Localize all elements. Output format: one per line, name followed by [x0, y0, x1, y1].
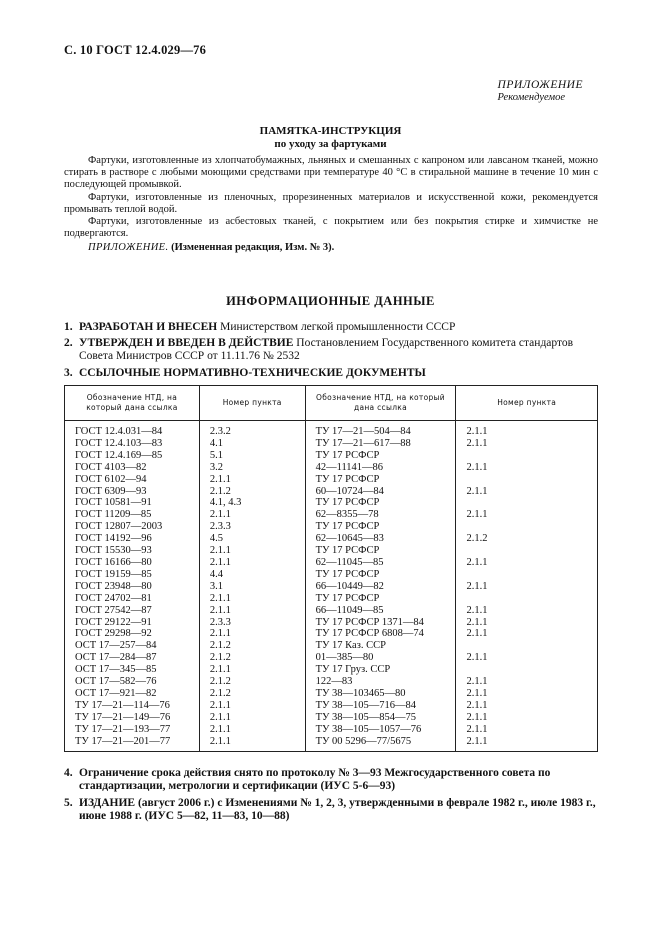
table-cell: 2.1.1 [456, 605, 598, 617]
table-cell: 2.1.1 [456, 509, 598, 521]
section-text: Постановлением Государственного комитета стандартов Совета Министров СССР от 11.11.76 № 2532 [79, 337, 574, 362]
table-cell: ТУ 17 Груз. ССР [305, 664, 456, 676]
table-cell: 2.1.2 [199, 688, 305, 700]
table-cell: ТУ 38—105—854—75 [305, 712, 456, 724]
section-heading: ИЗДАНИЕ (август 2006 г.) с Изменениями № 1, 2, 3, утвержденными в феврале 1982 г., июле 1983 г., июне 1988 г. (ИУС 5—82, 11—83, 10—88) [79, 797, 596, 822]
table-cell: 2.3.2 [199, 421, 305, 438]
table-cell: ТУ 17 РСФСР [305, 450, 456, 462]
table-row [65, 593, 598, 605]
table-cell: 2.1.1 [456, 462, 598, 474]
table-cell: ТУ 17 Каз. ССР [305, 640, 456, 652]
memo-paragraph: Фартуки, изготовленные из пленочных, прорезиненных материалов и искусственной кожи, рекомендуется промывать теплой водой. [64, 191, 598, 215]
table-row [65, 509, 598, 521]
table-row [65, 497, 598, 509]
table-cell: ОСТ 17—582—76 [65, 676, 200, 688]
table-cell: 2.1.1 [199, 605, 305, 617]
table-cell: ТУ 17—21—617—88 [305, 438, 456, 450]
section-heading: Ограничение срока действия снято по протоколу № 3—93 Межгосударственного совета по стандартизации, метрологии и сертификации (ИУС 5-6—93) [79, 767, 551, 792]
table-cell: 2.1.1 [199, 712, 305, 724]
table-cell: 2.1.1 [456, 486, 598, 498]
table-body [65, 421, 598, 752]
section-heading: ССЫЛОЧНЫЕ НОРМАТИВНО-ТЕХНИЧЕСКИЕ ДОКУМЕНТЫ [79, 367, 426, 379]
table-cell: 2.3.3 [199, 617, 305, 629]
table-cell [456, 664, 598, 676]
table-cell: 2.3.3 [199, 521, 305, 533]
table-cell: 5.1 [199, 450, 305, 462]
table-cell: ГОСТ 6102—94 [65, 474, 200, 486]
table-cell: 122—83 [305, 676, 456, 688]
table-cell: 2.1.2 [199, 676, 305, 688]
table-cell: 62—10645—83 [305, 533, 456, 545]
table-cell: ТУ 17 РСФСР 1371—84 [305, 617, 456, 629]
table-row [65, 569, 598, 581]
table-header-row [65, 386, 598, 421]
table-row [65, 605, 598, 617]
table-cell: 4.1 [199, 438, 305, 450]
table-cell: 2.1.2 [199, 640, 305, 652]
table-cell: ТУ 17—21—193—77 [65, 724, 200, 736]
table-row [65, 557, 598, 569]
table-cell [456, 640, 598, 652]
section-number: 1. [64, 321, 73, 333]
table-cell: ТУ 17 РСФСР [305, 569, 456, 581]
table-cell: 2.1.1 [456, 676, 598, 688]
table-row [65, 736, 598, 752]
info-section-1 [64, 321, 600, 334]
table-cell: ГОСТ 12.4.103—83 [65, 438, 200, 450]
table-row [65, 438, 598, 450]
note-text: (Измененная редакция, Изм. № 3). [168, 242, 335, 254]
table-cell: 62—11045—85 [305, 557, 456, 569]
table-cell: ТУ 00 5296—77/5675 [305, 736, 456, 752]
table-cell: ГОСТ 23948—80 [65, 581, 200, 593]
info-title: ИНФОРМАЦИОННЫЕ ДАННЫЕ [226, 294, 435, 308]
table-cell: ГОСТ 10581—91 [65, 497, 200, 509]
table-row [65, 724, 598, 736]
table-cell: 2.1.1 [456, 688, 598, 700]
table-cell [456, 497, 598, 509]
table-row [65, 581, 598, 593]
memo-change-note [64, 242, 598, 254]
table-cell: 2.1.1 [456, 421, 598, 438]
table-cell: ГОСТ 12807—2003 [65, 521, 200, 533]
table-cell: ГОСТ 4103—82 [65, 462, 200, 474]
table-cell [456, 450, 598, 462]
info-section-4 [64, 767, 600, 793]
memo-subtitle: по уходу за фартуками [274, 138, 387, 150]
table-row [65, 652, 598, 664]
table-cell: ТУ 17 РСФСР [305, 521, 456, 533]
table-cell: ГОСТ 11209—85 [65, 509, 200, 521]
table-cell: 2.1.1 [456, 724, 598, 736]
table-cell: 3.2 [199, 462, 305, 474]
table-cell: 42—11141—86 [305, 462, 456, 474]
table-cell: ТУ 17 РСФСР [305, 545, 456, 557]
table-cell: 2.1.1 [456, 617, 598, 629]
table-row [65, 700, 598, 712]
table-cell: 4.4 [199, 569, 305, 581]
appendix-title: ПРИЛОЖЕНИЕ [497, 79, 583, 91]
table-cell: 2.1.1 [199, 628, 305, 640]
column-header: Номер пункта [456, 386, 598, 421]
table-cell [456, 474, 598, 486]
table-cell: ОСТ 17—257—84 [65, 640, 200, 652]
table-cell: 4.1, 4.3 [199, 497, 305, 509]
table-cell: 66—11049—85 [305, 605, 456, 617]
table-cell [456, 545, 598, 557]
table-cell: 2.1.1 [456, 581, 598, 593]
table-cell: ГОСТ 24702—81 [65, 593, 200, 605]
table-cell: 2.1.1 [199, 724, 305, 736]
table-cell: 2.1.1 [456, 438, 598, 450]
table-cell: ГОСТ 12.4.031—84 [65, 421, 200, 438]
table-cell: 2.1.2 [199, 486, 305, 498]
table-cell: ГОСТ 16166—80 [65, 557, 200, 569]
table-cell: ТУ 17 РСФСР [305, 593, 456, 605]
table-cell: 2.1.1 [199, 593, 305, 605]
table-cell: 66—10449—82 [305, 581, 456, 593]
table-cell: 01—385—80 [305, 652, 456, 664]
appendix-status: Рекомендуемое [497, 92, 565, 103]
table-cell: 2.1.1 [199, 474, 305, 486]
table-cell: ОСТ 17—284—87 [65, 652, 200, 664]
table-cell: ГОСТ 19159—85 [65, 569, 200, 581]
table-cell: ГОСТ 14192—96 [65, 533, 200, 545]
table-row [65, 474, 598, 486]
table-row [65, 676, 598, 688]
table-cell: 2.1.1 [199, 736, 305, 752]
table-cell: ТУ 38—105—1057—76 [305, 724, 456, 736]
table-cell: ГОСТ 6309—93 [65, 486, 200, 498]
section-number: 2. [64, 337, 73, 349]
memo-paragraph: Фартуки, изготовленные из хлопчатобумажных, льняных и смешанных с капроном или лавсаном тканей, можно стирать в растворе с любыми моющими средствами при температуре 40 °С в стиральной машине в течение 10 мин с последующей промывкой. [64, 155, 598, 191]
page-header: С. 10 ГОСТ 12.4.029—76 [64, 43, 207, 57]
table-row [65, 486, 598, 498]
table-cell: ГОСТ 12.4.169—85 [65, 450, 200, 462]
table-cell: 2.1.1 [456, 628, 598, 640]
info-section-5 [64, 797, 600, 823]
column-header: Обозначение НТД, на который дана ссылка [65, 386, 200, 421]
table-row [65, 664, 598, 676]
section-number: 3. [64, 367, 73, 379]
table-row [65, 545, 598, 557]
table-cell: 2.1.1 [199, 545, 305, 557]
table-cell: ТУ 38—103465—80 [305, 688, 456, 700]
table-cell: 4.5 [199, 533, 305, 545]
table-row [65, 462, 598, 474]
table-cell: 2.1.1 [199, 509, 305, 521]
section-heading: УТВЕРЖДЕН И ВВЕДЕН В ДЕЙСТВИЕ [79, 337, 294, 349]
section-heading: РАЗРАБОТАН И ВНЕСЕН [79, 321, 218, 333]
table-cell: 2.1.1 [199, 557, 305, 569]
info-section-3 [64, 367, 600, 380]
table-cell: 3.1 [199, 581, 305, 593]
table-row [65, 521, 598, 533]
table-cell: ТУ 17 РСФСР 6808—74 [305, 628, 456, 640]
section-number: 5. [64, 797, 73, 809]
table-cell: 2.1.1 [456, 652, 598, 664]
table-row [65, 421, 598, 438]
table-cell [456, 593, 598, 605]
table-cell [456, 569, 598, 581]
table-cell: 2.1.2 [199, 652, 305, 664]
table-cell: 2.1.1 [199, 664, 305, 676]
table-cell: ТУ 17—21—114—76 [65, 700, 200, 712]
memo-paragraph: Фартуки, изготовленные из асбестовых тканей, с покрытием или без покрытия стирке и химчистке не подвергаются. [64, 216, 598, 240]
column-header: Обозначение НТД, на который дана ссылка [305, 386, 456, 421]
table-row [65, 628, 598, 640]
table-cell: ТУ 38—105—716—84 [305, 700, 456, 712]
table-cell: ТУ 17—21—504—84 [305, 421, 456, 438]
table-cell [456, 521, 598, 533]
table-row [65, 617, 598, 629]
table-cell: ГОСТ 15530—93 [65, 545, 200, 557]
table-row [65, 688, 598, 700]
table-cell: 60—10724—84 [305, 486, 456, 498]
appendix-label [498, 79, 583, 103]
table-cell: ТУ 17 РСФСР [305, 474, 456, 486]
note-label: ПРИЛОЖЕНИЕ. [88, 242, 169, 254]
table-cell: 2.1.1 [456, 736, 598, 752]
memo-body [64, 155, 598, 255]
table-cell: ОСТ 17—345—85 [65, 664, 200, 676]
table-cell: 2.1.1 [199, 700, 305, 712]
table-cell: ГОСТ 29122—91 [65, 617, 200, 629]
table-cell: ГОСТ 29298—92 [65, 628, 200, 640]
section-text: Министерством легкой промышленности СССР [217, 321, 456, 333]
table-row [65, 533, 598, 545]
reference-documents-table [64, 385, 598, 752]
table-row [65, 712, 598, 724]
memo-heading [0, 125, 661, 151]
table-cell: ТУ 17 РСФСР [305, 497, 456, 509]
section-number: 4. [64, 767, 73, 779]
memo-title: ПАМЯТКА-ИНСТРУКЦИЯ [259, 125, 402, 137]
table-cell: 62—8355—78 [305, 509, 456, 521]
column-header: Номер пункта [199, 386, 305, 421]
table-cell: 2.1.1 [456, 557, 598, 569]
table-row [65, 450, 598, 462]
table-cell: 2.1.2 [456, 533, 598, 545]
table-row [65, 640, 598, 652]
info-section-2 [64, 337, 600, 363]
table-cell: ОСТ 17—921—82 [65, 688, 200, 700]
table-cell: 2.1.1 [456, 700, 598, 712]
table-cell: 2.1.1 [456, 712, 598, 724]
table-cell: ГОСТ 27542—87 [65, 605, 200, 617]
table-cell: ТУ 17—21—149—76 [65, 712, 200, 724]
table-cell: ТУ 17—21—201—77 [65, 736, 200, 752]
